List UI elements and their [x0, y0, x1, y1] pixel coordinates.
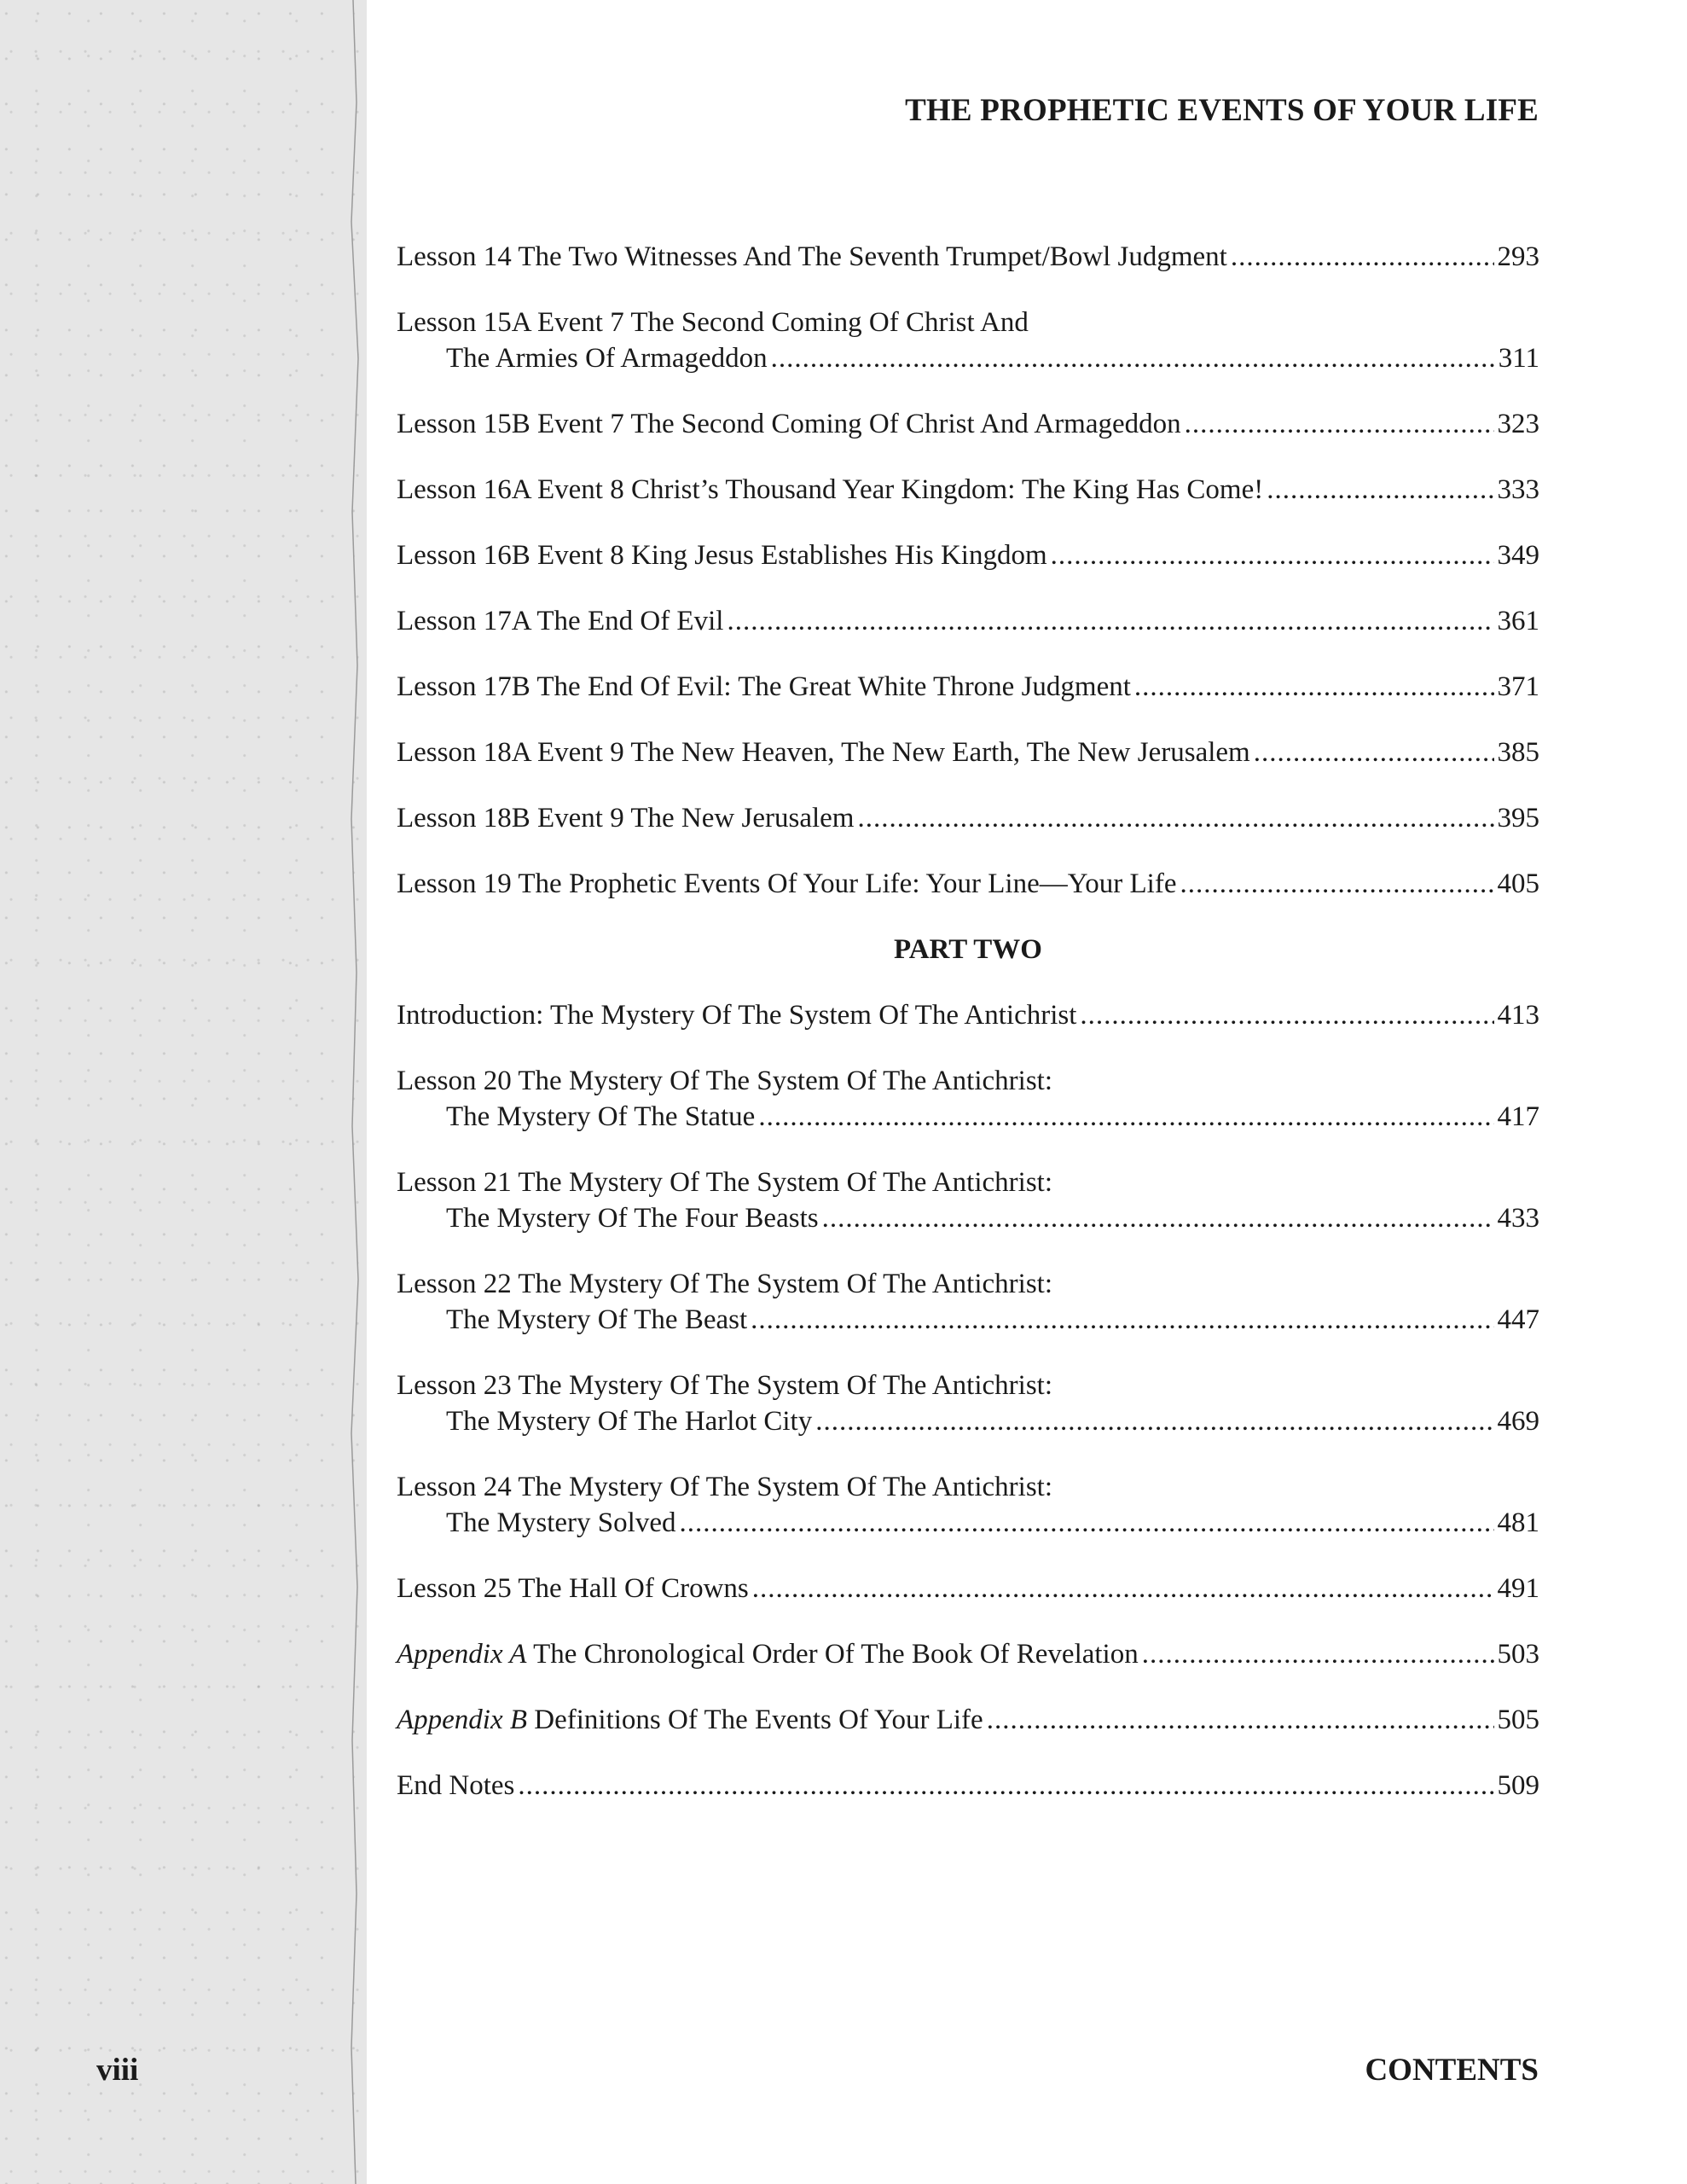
toc-entry-page: 361: [1497, 606, 1539, 636]
toc-entry-title: End Notes: [397, 1770, 515, 1801]
toc-entry-continuation: [397, 1403, 1539, 1439]
toc-entry-label: Lesson 21 The Mystery Of The System Of The Antichrist:: [397, 1167, 1053, 1198]
toc-part-one: [397, 239, 1539, 902]
torn-paper-strip: [0, 0, 367, 2184]
toc-leader-dots: [1254, 735, 1494, 770]
toc-entry: [397, 1063, 1539, 1135]
toc-entry: [397, 537, 1539, 573]
toc-leader-dots: [758, 1099, 1493, 1135]
toc-entry-label: Lesson 15A Event 7 The Second Coming Of Christ And: [397, 307, 1029, 338]
toc-leader-dots: [987, 1702, 1494, 1738]
toc-entry-label: [397, 997, 1076, 1033]
toc-entry-page: 505: [1497, 1705, 1539, 1735]
footer-section-title: CONTENTS: [1365, 2053, 1539, 2088]
toc-entry-label: [397, 537, 1047, 573]
toc-entry-prefix: Appendix B: [397, 1705, 528, 1735]
toc-entry-label: [397, 866, 1176, 902]
toc-entry-label: [397, 603, 723, 639]
toc-entry-label: [397, 1702, 983, 1738]
toc-entry-continuation: [397, 1505, 1539, 1541]
footer-page-number: viii: [96, 2053, 139, 2088]
toc-part-two: [397, 997, 1539, 1804]
toc-leader-dots: [1142, 1636, 1494, 1672]
toc-entry-page: 417: [1497, 1101, 1539, 1132]
toc-entry-label: [397, 406, 1181, 442]
toc-entry: [397, 239, 1539, 275]
toc-entry-continuation: [397, 1099, 1539, 1135]
toc-leader-dots: [727, 603, 1493, 639]
toc-entry-page: 491: [1497, 1573, 1539, 1604]
toc-entry: [397, 1469, 1539, 1541]
toc-entry-page: 395: [1497, 803, 1539, 834]
toc-entry-title: Lesson 18B Event 9 The New Jerusalem: [397, 803, 855, 834]
toc-entry-continuation: [397, 1200, 1539, 1236]
toc-leader-dots: [822, 1200, 1494, 1236]
toc-entry-title: Lesson 17B The End Of Evil: The Great White Throne Judgment: [397, 671, 1131, 702]
toc-entry: [397, 305, 1539, 376]
toc-entry-label: [397, 1768, 514, 1804]
toc-entry-page: 469: [1497, 1406, 1539, 1437]
toc-entry: [397, 1571, 1539, 1606]
toc-entry-title: Introduction: The Mystery Of The System Of The Antichrist: [397, 1000, 1077, 1031]
table-of-contents: [397, 239, 1539, 1833]
toc-entry-page: 371: [1497, 671, 1539, 702]
toc-entry-subtitle: The Mystery Of The Statue: [446, 1101, 756, 1132]
toc-leader-dots: [751, 1302, 1493, 1338]
toc-entry-page: 333: [1497, 474, 1539, 505]
toc-entry-prefix: Appendix A: [397, 1639, 527, 1670]
toc-entry: [397, 1165, 1539, 1236]
toc-entry-title: Lesson 25 The Hall Of Crowns: [397, 1573, 749, 1604]
toc-entry-label: Lesson 22 The Mystery Of The System Of The Antichrist:: [397, 1269, 1053, 1299]
toc-leader-dots: [1134, 669, 1494, 705]
torn-edge-decoration: [341, 0, 375, 2184]
toc-entry-label: [397, 1636, 1139, 1672]
toc-entry-page: 405: [1497, 868, 1539, 899]
toc-entry: [397, 1368, 1539, 1439]
toc-entry: [397, 735, 1539, 770]
toc-leader-dots: [771, 340, 1495, 376]
toc-entry-page: 481: [1497, 1507, 1539, 1538]
running-header-title: THE PROPHETIC EVENTS OF YOUR LIFE: [905, 93, 1539, 128]
toc-entry-page: 385: [1497, 737, 1539, 768]
toc-entry-label: [397, 1571, 749, 1606]
toc-entry-label: Lesson 24 The Mystery Of The System Of The Antichrist:: [397, 1472, 1053, 1502]
toc-entry: [397, 472, 1539, 508]
toc-entry-title: Lesson 16A Event 8 Christ’s Thousand Year Kingdom: The King Has Come!: [397, 474, 1264, 505]
toc-entry: [397, 406, 1539, 442]
toc-entry: [397, 1636, 1539, 1672]
toc-leader-dots: [518, 1768, 1493, 1804]
toc-entry-subtitle: The Mystery Of The Harlot City: [446, 1406, 813, 1437]
toc-entry-title: Definitions Of The Events Of Your Life: [527, 1705, 983, 1735]
toc-entry-page: 503: [1497, 1639, 1539, 1670]
toc-entry-continuation: [397, 340, 1539, 376]
toc-entry: [397, 866, 1539, 902]
toc-entry: [397, 603, 1539, 639]
toc-entry: [397, 800, 1539, 836]
toc-entry-title: Lesson 14 The Two Witnesses And The Seventh Trumpet/Bowl Judgment: [397, 241, 1227, 272]
toc-entry-title: Lesson 15B Event 7 The Second Coming Of Christ And Armageddon: [397, 409, 1181, 439]
toc-entry: [397, 1768, 1539, 1804]
toc-entry-label: Lesson 23 The Mystery Of The System Of The Antichrist:: [397, 1370, 1053, 1401]
toc-entry: [397, 997, 1539, 1033]
toc-leader-dots: [1080, 997, 1493, 1033]
toc-entry-page: 311: [1498, 343, 1539, 374]
toc-entry-title: Lesson 19 The Prophetic Events Of Your Life: Your Line—Your Life: [397, 868, 1177, 899]
toc-entry-label: [397, 735, 1250, 770]
toc-entry-label: Lesson 20 The Mystery Of The System Of The Antichrist:: [397, 1066, 1053, 1096]
toc-entry-title: The Chronological Order Of The Book Of Revelation: [526, 1639, 1139, 1670]
toc-entry-label: [397, 800, 854, 836]
toc-entry-page: 447: [1497, 1304, 1539, 1335]
toc-entry-page: 433: [1497, 1203, 1539, 1234]
toc-entry-subtitle: The Armies Of Armageddon: [446, 343, 768, 374]
toc-entry-label: [397, 239, 1227, 275]
toc-entry-label: [397, 472, 1263, 508]
toc-leader-dots: [1185, 406, 1494, 442]
toc-leader-dots: [1180, 866, 1493, 902]
toc-entry: [397, 1702, 1539, 1738]
toc-leader-dots: [752, 1571, 1494, 1606]
toc-entry-page: 349: [1497, 540, 1539, 571]
toc-entry-label: [397, 669, 1131, 705]
part-two-heading: PART TWO: [894, 934, 1042, 965]
toc-entry-page: 293: [1497, 241, 1539, 272]
toc-leader-dots: [857, 800, 1493, 836]
toc-entry-subtitle: The Mystery Of The Beast: [446, 1304, 748, 1335]
toc-entry-page: 323: [1497, 409, 1539, 439]
toc-entry-subtitle: The Mystery Of The Four Beasts: [446, 1203, 819, 1234]
toc-leader-dots: [679, 1505, 1493, 1541]
toc-entry-subtitle: The Mystery Solved: [446, 1507, 676, 1538]
toc-entry-title: Lesson 18A Event 9 The New Heaven, The New Earth, The New Jerusalem: [397, 737, 1250, 768]
toc-leader-dots: [1267, 472, 1493, 508]
toc-entry: [397, 1266, 1539, 1338]
toc-leader-dots: [815, 1403, 1493, 1439]
toc-entry-page: 413: [1497, 1000, 1539, 1031]
toc-leader-dots: [1231, 239, 1494, 275]
toc-entry-continuation: [397, 1302, 1539, 1338]
toc-leader-dots: [1051, 537, 1494, 573]
toc-entry-title: Lesson 17A The End Of Evil: [397, 606, 724, 636]
toc-entry-title: Lesson 16B Event 8 King Jesus Establishes His Kingdom: [397, 540, 1047, 571]
toc-entry-page: 509: [1497, 1770, 1539, 1801]
toc-entry: [397, 669, 1539, 705]
